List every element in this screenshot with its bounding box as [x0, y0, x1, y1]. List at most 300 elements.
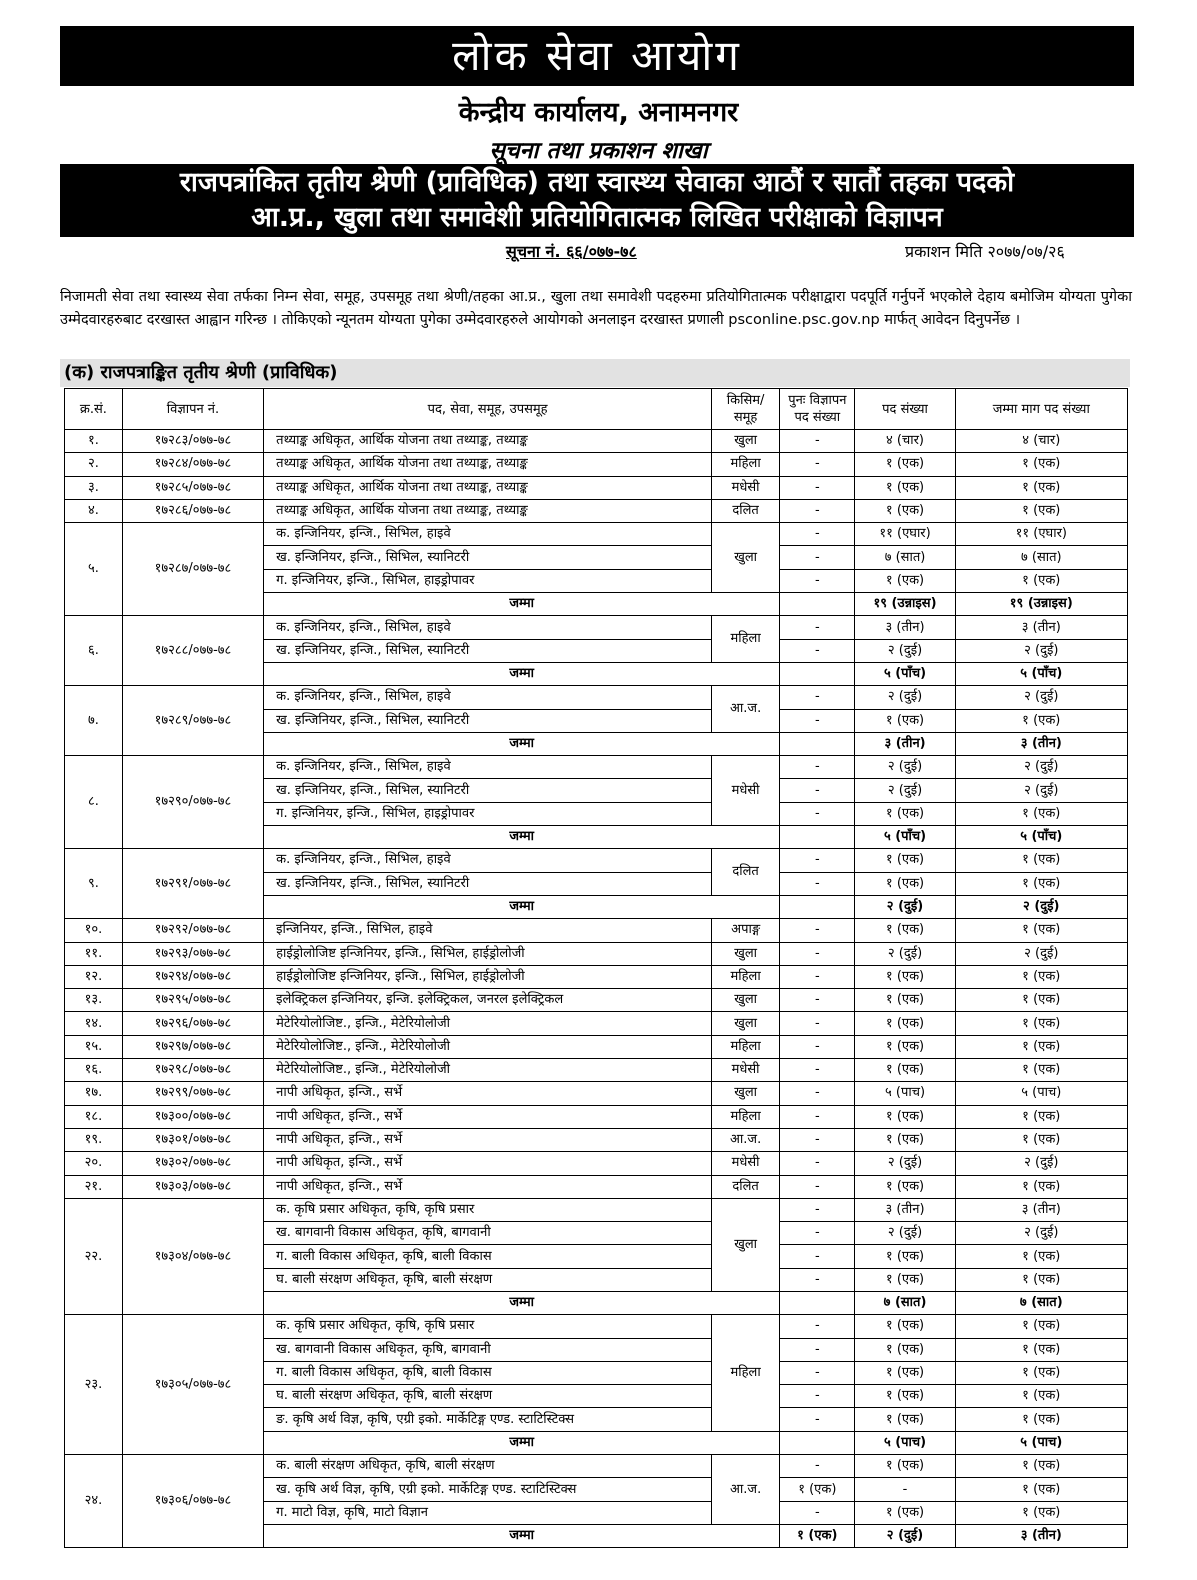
advertisement-number-cell: १७२९४/०७७-७८: [122, 965, 263, 988]
table-row: [65, 1128, 1128, 1151]
category-cell: खुला: [712, 430, 780, 453]
post-count-total-cell: २ (दुई): [855, 1524, 955, 1547]
serial-number-cell: १२.: [65, 965, 123, 988]
total-count-cell: १ (एक): [955, 1268, 1127, 1291]
category-cell: दलित: [712, 849, 780, 896]
post-count-cell: २ (दुई): [855, 942, 955, 965]
post-count-cell: १ (एक): [855, 1268, 955, 1291]
total-count-cell: १ (एक): [955, 872, 1127, 895]
readvertised-cell: -: [780, 709, 855, 732]
post-cell: क. कृषि प्रसार अधिकृत, कृषि, कृषि प्रसार: [264, 1315, 712, 1338]
col-readvertised: पुनः विज्ञापन पद संख्या: [780, 389, 855, 430]
advertisement-number-cell: १७२९०/०७७-७८: [122, 756, 263, 849]
category-cell: खुला: [712, 523, 780, 593]
category-cell: मधेसी: [712, 1059, 780, 1082]
table-row: [65, 919, 1128, 942]
serial-number-cell: १६.: [65, 1059, 123, 1082]
table-row: [65, 476, 1128, 499]
readvertised-cell: -: [780, 430, 855, 453]
post-cell: ख. कृषि अर्थ विज्ञ, कृषि, एग्री इको. मार्केटिङ्ग एण्ड. स्टाटिस्टिक्स: [264, 1478, 712, 1501]
post-count-cell: १ (एक): [855, 499, 955, 522]
post-cell: ग. इन्जिनियर, इन्जि., सिभिल, हाइड्रोपावर: [264, 569, 712, 592]
post-count-cell: १ (एक): [855, 872, 955, 895]
readvertised-cell: -: [780, 499, 855, 522]
post-count-cell: १ (एक): [855, 1035, 955, 1058]
readvertised-total-cell: [780, 895, 855, 918]
post-count-cell: १ (एक): [855, 1245, 955, 1268]
grand-total-cell: ३ (तीन): [955, 1524, 1127, 1547]
total-count-cell: १ (एक): [955, 1338, 1127, 1361]
grand-total-cell: ७ (सात): [955, 1291, 1127, 1314]
total-count-cell: १ (एक): [955, 849, 1127, 872]
post-count-cell: १ (एक): [855, 1385, 955, 1408]
post-cell: नापी अधिकृत, इन्जि., सर्भे: [264, 1082, 712, 1105]
grand-total-cell: १९ (उन्नाइस): [955, 593, 1127, 616]
table-row: [65, 523, 1128, 546]
grand-total-cell: ३ (तीन): [955, 732, 1127, 755]
total-count-cell: १ (एक): [955, 919, 1127, 942]
serial-number-cell: १४.: [65, 1012, 123, 1035]
total-count-cell: ११ (एघार): [955, 523, 1127, 546]
post-cell: क. कृषि प्रसार अधिकृत, कृषि, कृषि प्रसार: [264, 1198, 712, 1221]
serial-number-cell: १९.: [65, 1128, 123, 1151]
post-count-cell: १ (एक): [855, 1408, 955, 1431]
category-cell: आ.ज.: [712, 1455, 780, 1525]
total-count-cell: ४ (चार): [955, 430, 1127, 453]
readvertised-cell: -: [780, 1222, 855, 1245]
total-count-cell: १ (एक): [955, 1059, 1127, 1082]
post-count-cell: १ (एक): [855, 989, 955, 1012]
readvertised-cell: -: [780, 546, 855, 569]
advertisement-number-cell: १७२८९/०७७-७८: [122, 686, 263, 756]
total-label-cell: जम्मा: [264, 662, 780, 685]
post-cell: नापी अधिकृत, इन्जि., सर्भे: [264, 1128, 712, 1151]
advertisement-number-cell: १७३०४/०७७-७८: [122, 1198, 263, 1314]
post-count-cell: २ (दुई): [855, 639, 955, 662]
readvertised-cell: -: [780, 919, 855, 942]
total-label-cell: जम्मा: [264, 1524, 780, 1547]
post-cell: घ. बाली संरक्षण अधिकृत, कृषि, बाली संरक्षण: [264, 1385, 712, 1408]
section-heading: (क) राजपत्राङ्कित तृतीय श्रेणी (प्राविधिक): [60, 359, 1130, 387]
serial-number-cell: ४.: [65, 499, 123, 522]
readvertised-cell: -: [780, 616, 855, 639]
total-count-cell: १ (एक): [955, 1478, 1127, 1501]
readvertised-total-cell: [780, 826, 855, 849]
serial-number-cell: १.: [65, 430, 123, 453]
total-count-cell: ३ (तीन): [955, 1198, 1127, 1221]
readvertised-cell: -: [780, 569, 855, 592]
category-cell: खुला: [712, 989, 780, 1012]
readvertised-cell: -: [780, 1198, 855, 1221]
table-row: [65, 453, 1128, 476]
post-count-cell: १ (एक): [855, 1361, 955, 1384]
table-row: [65, 1198, 1128, 1221]
col-posts: पद संख्या: [855, 389, 955, 430]
post-cell: ग. इन्जिनियर, इन्जि., सिभिल, हाइड्रोपावर: [264, 802, 712, 825]
table-header-row: [65, 389, 1128, 430]
post-cell: ख. इन्जिनियर, इन्जि., सिभिल, स्यानिटरी: [264, 639, 712, 662]
readvertised-cell: -: [780, 1408, 855, 1431]
advertisement-number-cell: १७२८६/०७७-७८: [122, 499, 263, 522]
category-cell: खुला: [712, 1082, 780, 1105]
post-cell: क. इन्जिनियर, इन्जि., सिभिल, हाइवे: [264, 756, 712, 779]
total-count-cell: १ (एक): [955, 453, 1127, 476]
category-cell: महिला: [712, 453, 780, 476]
total-count-cell: १ (एक): [955, 1245, 1127, 1268]
advertisement-number-cell: १७२८८/०७७-७८: [122, 616, 263, 686]
post-count-total-cell: १९ (उन्नाइस): [855, 593, 955, 616]
advertisement-number-cell: १७३००/०७७-७८: [122, 1105, 263, 1128]
post-count-cell: १ (एक): [855, 709, 955, 732]
total-count-cell: ७ (सात): [955, 546, 1127, 569]
grand-total-cell: ५ (पाँच): [955, 662, 1127, 685]
total-count-cell: २ (दुई): [955, 779, 1127, 802]
advertisement-number-cell: १७२८७/०७७-७८: [122, 523, 263, 616]
serial-number-cell: ६.: [65, 616, 123, 686]
readvertised-cell: -: [780, 1035, 855, 1058]
post-count-cell: २ (दुई): [855, 686, 955, 709]
post-count-cell: २ (दुई): [855, 1152, 955, 1175]
serial-number-cell: १३.: [65, 989, 123, 1012]
readvertised-total-cell: [780, 732, 855, 755]
advertisement-number-cell: १७२९७/०७७-७८: [122, 1035, 263, 1058]
grand-total-cell: ५ (पाँच): [955, 826, 1127, 849]
post-cell: नापी अधिकृत, इन्जि., सर्भे: [264, 1152, 712, 1175]
category-cell: दलित: [712, 1175, 780, 1198]
post-cell: ग. बाली विकास अधिकृत, कृषि, बाली विकास: [264, 1361, 712, 1384]
post-cell: क. इन्जिनियर, इन्जि., सिभिल, हाइवे: [264, 616, 712, 639]
post-count-cell: १ (एक): [855, 1128, 955, 1151]
serial-number-cell: २४.: [65, 1455, 123, 1548]
readvertised-cell: -: [780, 1128, 855, 1151]
advertisement-number-cell: १७२९२/०७७-७८: [122, 919, 263, 942]
total-count-cell: १ (एक): [955, 569, 1127, 592]
serial-number-cell: ३.: [65, 476, 123, 499]
advertisement-number-cell: १७२९३/०७७-७८: [122, 942, 263, 965]
table-row: [65, 1152, 1128, 1175]
post-cell: क. इन्जिनियर, इन्जि., सिभिल, हाइवे: [264, 849, 712, 872]
readvertised-cell: -: [780, 989, 855, 1012]
post-count-cell: १ (एक): [855, 476, 955, 499]
total-count-cell: १ (एक): [955, 1105, 1127, 1128]
post-count-cell: १ (एक): [855, 1175, 955, 1198]
post-cell: ख. इन्जिनियर, इन्जि., सिभिल, स्यानिटरी: [264, 872, 712, 895]
total-count-cell: १ (एक): [955, 709, 1127, 732]
readvertised-cell: -: [780, 802, 855, 825]
readvertised-cell: -: [780, 453, 855, 476]
post-count-cell: १ (एक): [855, 1338, 955, 1361]
category-cell: खुला: [712, 1198, 780, 1291]
total-count-cell: २ (दुई): [955, 639, 1127, 662]
serial-number-cell: २१.: [65, 1175, 123, 1198]
advertisement-number-cell: १७३०३/०७७-७८: [122, 1175, 263, 1198]
total-count-cell: २ (दुई): [955, 756, 1127, 779]
total-label-cell: जम्मा: [264, 1431, 780, 1454]
category-cell: महिला: [712, 1315, 780, 1431]
readvertised-cell: १ (एक): [780, 1478, 855, 1501]
readvertised-cell: -: [780, 756, 855, 779]
total-label-cell: जम्मा: [264, 1291, 780, 1314]
post-cell: ख. बागवानी विकास अधिकृत, कृषि, बागवानी: [264, 1222, 712, 1245]
readvertised-cell: -: [780, 1082, 855, 1105]
serial-number-cell: २३.: [65, 1315, 123, 1455]
readvertised-cell: -: [780, 1012, 855, 1035]
readvertised-cell: -: [780, 523, 855, 546]
total-count-cell: १ (एक): [955, 1455, 1127, 1478]
post-cell: नापी अधिकृत, इन्जि., सर्भे: [264, 1105, 712, 1128]
advertisement-number-cell: १७३०६/०७७-७८: [122, 1455, 263, 1548]
post-cell: क. इन्जिनियर, इन्जि., सिभिल, हाइवे: [264, 523, 712, 546]
post-cell: मेटेरियोलोजिष्ट., इन्जि., मेटेरियोलोजी: [264, 1059, 712, 1082]
post-cell: मेटेरियोलोजिष्ट., इन्जि., मेटेरियोलोजी: [264, 1035, 712, 1058]
readvertised-cell: -: [780, 1501, 855, 1524]
post-count-cell: ४ (चार): [855, 430, 955, 453]
table-row: [65, 1455, 1128, 1478]
category-cell: अपाङ्ग: [712, 919, 780, 942]
total-count-cell: १ (एक): [955, 1408, 1127, 1431]
serial-number-cell: ११.: [65, 942, 123, 965]
table-row: [65, 849, 1128, 872]
readvertised-cell: -: [780, 1245, 855, 1268]
post-count-cell: १ (एक): [855, 1012, 955, 1035]
category-cell: मधेसी: [712, 1152, 780, 1175]
post-count-cell: -: [855, 1478, 955, 1501]
readvertised-cell: -: [780, 686, 855, 709]
category-cell: मधेसी: [712, 476, 780, 499]
post-cell: ग. बाली विकास अधिकृत, कृषि, बाली विकास: [264, 1245, 712, 1268]
readvertised-cell: -: [780, 639, 855, 662]
post-count-cell: ५ (पाच): [855, 1082, 955, 1105]
grand-total-cell: ५ (पाच): [955, 1431, 1127, 1454]
notice-subtitle: [60, 164, 1134, 237]
category-cell: आ.ज.: [712, 686, 780, 733]
post-cell: तथ्याङ्क अधिकृत, आर्थिक योजना तथा तथ्याङ्क, तथ्याङ्क: [264, 476, 712, 499]
serial-number-cell: ५.: [65, 523, 123, 616]
grand-total-cell: २ (दुई): [955, 895, 1127, 918]
vacancy-table: [64, 388, 1128, 1548]
publication-date: प्रकाशन मिति २०७७/०७/२६: [905, 242, 1065, 261]
serial-number-cell: २०.: [65, 1152, 123, 1175]
readvertised-cell: -: [780, 1268, 855, 1291]
post-count-total-cell: २ (दुई): [855, 895, 955, 918]
branch-name: सूचना तथा प्रकाशन शाखा: [489, 138, 708, 164]
readvertised-cell: -: [780, 872, 855, 895]
table-row: [65, 1082, 1128, 1105]
total-label-cell: जम्मा: [264, 895, 780, 918]
total-count-cell: १ (एक): [955, 1361, 1127, 1384]
post-cell: तथ्याङ्क अधिकृत, आर्थिक योजना तथा तथ्याङ्क, तथ्याङ्क: [264, 499, 712, 522]
readvertised-cell: -: [780, 965, 855, 988]
readvertised-total-cell: १ (एक): [780, 1524, 855, 1547]
readvertised-cell: -: [780, 1175, 855, 1198]
serial-number-cell: १८.: [65, 1105, 123, 1128]
serial-number-cell: १५.: [65, 1035, 123, 1058]
readvertised-cell: -: [780, 1361, 855, 1384]
post-cell: तथ्याङ्क अधिकृत, आर्थिक योजना तथा तथ्याङ्क, तथ्याङ्क: [264, 453, 712, 476]
post-count-cell: ७ (सात): [855, 546, 955, 569]
post-count-cell: २ (दुई): [855, 756, 955, 779]
readvertised-total-cell: [780, 593, 855, 616]
table-row: [65, 1012, 1128, 1035]
readvertised-total-cell: [780, 1291, 855, 1314]
serial-number-cell: २.: [65, 453, 123, 476]
advertisement-number-cell: १७२८४/०७७-७८: [122, 453, 263, 476]
total-count-cell: २ (दुई): [955, 1152, 1127, 1175]
readvertised-cell: -: [780, 1385, 855, 1408]
total-count-cell: १ (एक): [955, 1315, 1127, 1338]
post-count-cell: १ (एक): [855, 965, 955, 988]
post-cell: इन्जिनियर, इन्जि., सिभिल, हाइवे: [264, 919, 712, 942]
intro-paragraph: निजामती सेवा तथा स्वास्थ्य सेवा तर्फका निम्न सेवा, समूह, उपसमूह तथा श्रेणी/तहका आ.प्र., खुला तथा समावेशी पदहरुमा प्रतियोगितात्मक परीक्षाद्वारा पदपूर्ति गर्नुपर्ने भएकोले देहाय बमोजिम योग्यता पुगेका उम्मेदवारहरुबाट दरखास्त आह्वान गरिन्छ । तोकिएको न्यूनतम योग्यता पुगेका उम्मेदवारहरुले आयोगको अनलाइन दरखास्त प्रणाली psconline.psc.gov.np मार्फत् आवेदन दिनुपर्नेछ ।: [60, 289, 1132, 328]
post-cell: क. इन्जिनियर, इन्जि., सिभिल, हाइवे: [264, 686, 712, 709]
total-count-cell: १ (एक): [955, 989, 1127, 1012]
table-row: [65, 1105, 1128, 1128]
table-row: [65, 1175, 1128, 1198]
post-cell: मेटेरियोलोजिष्ट., इन्जि., मेटेरियोलोजी: [264, 1012, 712, 1035]
total-label-cell: जम्मा: [264, 826, 780, 849]
post-cell: ख. इन्जिनियर, इन्जि., सिभिल, स्यानिटरी: [264, 546, 712, 569]
table-row: [65, 942, 1128, 965]
table-row: [65, 989, 1128, 1012]
serial-number-cell: २२.: [65, 1198, 123, 1314]
col-post: पद, सेवा, समूह, उपसमूह: [264, 389, 712, 430]
commission-title: लोक सेवा आयोग: [60, 26, 1134, 86]
readvertised-cell: -: [780, 779, 855, 802]
readvertised-total-cell: [780, 1431, 855, 1454]
post-cell: ग. माटो विज्ञ, कृषि, माटो विज्ञान: [264, 1501, 712, 1524]
subtitle-line-2: आ.प्र., खुला तथा समावेशी प्रतियोगितात्मक लिखित परीक्षाको विज्ञापन: [251, 202, 943, 233]
notice-number: सूचना नं. ६६/०७७-७८: [506, 242, 637, 261]
col-adv-no: विज्ञापन नं.: [122, 389, 263, 430]
category-cell: आ.ज.: [712, 1128, 780, 1151]
total-count-cell: १ (एक): [955, 1385, 1127, 1408]
post-count-cell: ११ (एघार): [855, 523, 955, 546]
office-name: केन्द्रीय कार्यालय, अनामनगर: [458, 97, 739, 128]
post-cell: हाईड्रोलोजिष्ट इन्जिनियर, इन्जि., सिभिल, हाईड्रोलोजी: [264, 942, 712, 965]
advertisement-number-cell: १७२९१/०७७-७८: [122, 849, 263, 919]
category-cell: महिला: [712, 616, 780, 663]
total-count-cell: १ (एक): [955, 802, 1127, 825]
category-cell: महिला: [712, 1035, 780, 1058]
post-count-cell: २ (दुई): [855, 1222, 955, 1245]
readvertised-cell: -: [780, 1338, 855, 1361]
post-count-total-cell: ५ (पाँच): [855, 826, 955, 849]
advertisement-number-cell: १७२९८/०७७-७८: [122, 1059, 263, 1082]
advertisement-number-cell: १७२८३/०७७-७८: [122, 430, 263, 453]
post-cell: नापी अधिकृत, इन्जि., सर्भे: [264, 1175, 712, 1198]
category-cell: दलित: [712, 499, 780, 522]
advertisement-number-cell: १७३०५/०७७-७८: [122, 1315, 263, 1455]
total-count-cell: २ (दुई): [955, 686, 1127, 709]
table-row: [65, 686, 1128, 709]
total-count-cell: ३ (तीन): [955, 616, 1127, 639]
serial-number-cell: ९.: [65, 849, 123, 919]
post-cell: ख. इन्जिनियर, इन्जि., सिभिल, स्यानिटरी: [264, 709, 712, 732]
total-count-cell: १ (एक): [955, 1128, 1127, 1151]
category-cell: महिला: [712, 1105, 780, 1128]
table-row: [65, 1035, 1128, 1058]
post-cell: ख. इन्जिनियर, इन्जि., सिभिल, स्यानिटरी: [264, 779, 712, 802]
post-cell: ङ. कृषि अर्थ विज्ञ, कृषि, एग्री इको. मार्केटिङ्ग एण्ड. स्टाटिस्टिक्स: [264, 1408, 712, 1431]
readvertised-cell: -: [780, 1455, 855, 1478]
readvertised-cell: -: [780, 1152, 855, 1175]
advertisement-number-cell: १७२९९/०७७-७८: [122, 1082, 263, 1105]
table-row: [65, 499, 1128, 522]
total-count-cell: १ (एक): [955, 1501, 1127, 1524]
serial-number-cell: १७.: [65, 1082, 123, 1105]
table-row: [65, 1315, 1128, 1338]
post-count-cell: १ (एक): [855, 802, 955, 825]
post-count-total-cell: ३ (तीन): [855, 732, 955, 755]
post-count-cell: १ (एक): [855, 1501, 955, 1524]
readvertised-cell: -: [780, 1059, 855, 1082]
post-cell: घ. बाली संरक्षण अधिकृत, कृषि, बाली संरक्षण: [264, 1268, 712, 1291]
table-row: [65, 756, 1128, 779]
total-count-cell: २ (दुई): [955, 942, 1127, 965]
total-count-cell: १ (एक): [955, 965, 1127, 988]
post-count-cell: १ (एक): [855, 569, 955, 592]
col-sn: क्र.सं.: [65, 389, 123, 430]
post-cell: क. बाली संरक्षण अधिकृत, कृषि, बाली संरक्षण: [264, 1455, 712, 1478]
post-count-cell: १ (एक): [855, 1105, 955, 1128]
total-count-cell: १ (एक): [955, 499, 1127, 522]
post-count-cell: १ (एक): [855, 1059, 955, 1082]
readvertised-cell: -: [780, 1105, 855, 1128]
post-count-cell: १ (एक): [855, 1455, 955, 1478]
category-cell: मधेसी: [712, 756, 780, 826]
post-count-total-cell: ५ (पाच): [855, 1431, 955, 1454]
total-count-cell: १ (एक): [955, 1175, 1127, 1198]
col-total: जम्मा माग पद संख्या: [955, 389, 1127, 430]
post-count-cell: ३ (तीन): [855, 1198, 955, 1221]
advertisement-number-cell: १७२९६/०७७-७८: [122, 1012, 263, 1035]
category-cell: खुला: [712, 1012, 780, 1035]
serial-number-cell: १०.: [65, 919, 123, 942]
total-label-cell: जम्मा: [264, 593, 780, 616]
advertisement-number-cell: १७२८५/०७७-७८: [122, 476, 263, 499]
readvertised-cell: -: [780, 849, 855, 872]
readvertised-total-cell: [780, 662, 855, 685]
advertisement-number-cell: १७३०१/०७७-७८: [122, 1128, 263, 1151]
post-count-cell: १ (एक): [855, 453, 955, 476]
total-count-cell: ५ (पाच): [955, 1082, 1127, 1105]
post-count-cell: १ (एक): [855, 919, 955, 942]
table-row: [65, 1059, 1128, 1082]
col-type: किसिम/ समूह: [712, 389, 780, 430]
advertisement-number-cell: १७३०२/०७७-७८: [122, 1152, 263, 1175]
serial-number-cell: ८.: [65, 756, 123, 849]
table-row: [65, 430, 1128, 453]
total-count-cell: १ (एक): [955, 476, 1127, 499]
advertisement-number-cell: १७२९५/०७७-७८: [122, 989, 263, 1012]
table-row: [65, 965, 1128, 988]
post-count-cell: ३ (तीन): [855, 616, 955, 639]
table-body: [65, 430, 1128, 1548]
total-count-cell: २ (दुई): [955, 1222, 1127, 1245]
post-count-cell: १ (एक): [855, 1315, 955, 1338]
readvertised-cell: -: [780, 942, 855, 965]
post-cell: हाईड्रोलोजिष्ट इन्जिनियर, इन्जि., सिभिल, हाईड्रोलोजी: [264, 965, 712, 988]
post-cell: तथ्याङ्क अधिकृत, आर्थिक योजना तथा तथ्याङ्क, तथ्याङ्क: [264, 430, 712, 453]
post-count-cell: २ (दुई): [855, 779, 955, 802]
subtitle-line-1: राजपत्रांकित तृतीय श्रेणी (प्राविधिक) तथा स्वास्थ्य सेवाका आठौं र सातौं तहका पदको: [179, 167, 1015, 198]
post-count-total-cell: ५ (पाँच): [855, 662, 955, 685]
post-cell: इलेक्ट्रिकल इन्जिनियर, इन्जि. इलेक्ट्रिकल, जनरल इलेक्ट्रिकल: [264, 989, 712, 1012]
readvertised-cell: -: [780, 1315, 855, 1338]
category-cell: खुला: [712, 942, 780, 965]
post-cell: ख. बागवानी विकास अधिकृत, कृषि, बागवानी: [264, 1338, 712, 1361]
serial-number-cell: ७.: [65, 686, 123, 756]
